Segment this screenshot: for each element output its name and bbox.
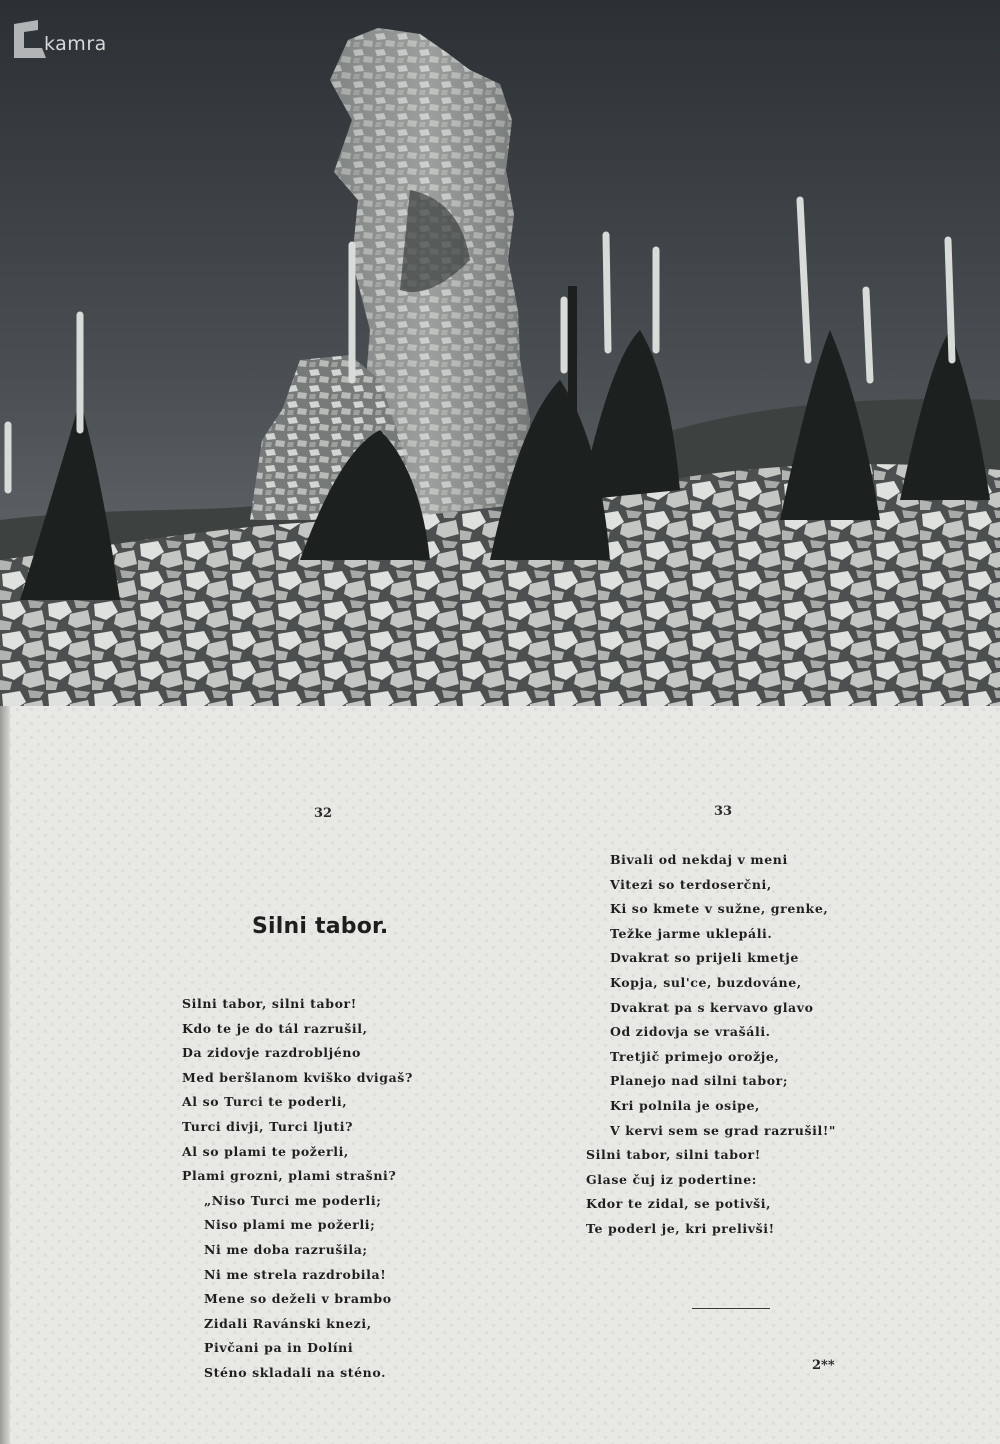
end-rule — [692, 1308, 770, 1309]
verse-line: Med beršlanom kviško dvigaš? — [182, 1069, 413, 1085]
verse-line: Dvakrat pa s kervavo glavo — [610, 999, 814, 1015]
verse-line: V kervi sem se grad razrušil!" — [610, 1122, 837, 1138]
verse-line: Vitezi so terdoserčni, — [610, 876, 772, 892]
castle-ruin-photo — [0, 0, 1000, 706]
left-page-verses — [182, 992, 413, 1386]
verse-line: Zidali Ravánski knezi, — [204, 1315, 372, 1331]
verse-line: Planejo nad silni tabor; — [610, 1073, 789, 1089]
verse-line: Glase čuj iz podertine: — [586, 1171, 757, 1187]
verse-line: Te poderl je, kri prelivši! — [586, 1220, 775, 1236]
ruin-photo-drawing — [0, 0, 1000, 706]
verse-line: Da zidovje razdrobljéno — [182, 1045, 361, 1061]
verse-line: Kdo te je do tál razrušil, — [182, 1020, 368, 1036]
verse-line: Silni tabor, silni tabor! — [182, 996, 357, 1011]
signature-mark: 2** — [812, 1358, 835, 1373]
poem-title: Silni tabor. — [252, 914, 389, 939]
verse-line: „Niso Turci me poderli; — [204, 1192, 382, 1208]
kamra-logo-icon — [12, 18, 50, 58]
right-page-number: 33 — [714, 804, 733, 819]
verse-line: Tretjič primejo orožje, — [610, 1048, 780, 1064]
verse-line: Silni tabor, silni tabor! — [586, 1147, 761, 1163]
verse-line: Od zidovja se vrašáli. — [610, 1024, 771, 1040]
verse-line: Težke jarme uklepáli. — [610, 925, 773, 941]
verse-line: Sténo skladali na sténo. — [204, 1364, 387, 1380]
right-page-verses — [586, 848, 836, 1242]
verse-line: Ni me strela razdrobila! — [204, 1266, 387, 1282]
verse-line: Turci divji, Turci ljuti? — [182, 1118, 354, 1134]
book-spread — [0, 706, 1000, 1444]
verse-line: Al so Turci te poderli, — [182, 1094, 348, 1110]
verse-line: Kri polnila je osipe, — [610, 1097, 761, 1113]
verse-line: Kopja, sul'ce, buzdováne, — [610, 974, 802, 990]
left-page-number: 32 — [314, 806, 333, 821]
kamra-logo — [12, 16, 107, 60]
kamra-logo-text: kamra — [44, 33, 107, 55]
verse-line: Mene so deželi v brambo — [204, 1291, 392, 1307]
verse-line: Ni me doba razrušila; — [204, 1241, 368, 1257]
verse-line: Al so plami te požerli, — [182, 1143, 349, 1159]
verse-line: Kdor te zidal, se potivši, — [586, 1196, 772, 1212]
verse-line: Plami grozni, plami strašni? — [182, 1168, 397, 1184]
verse-line: Niso plami me požerli; — [204, 1217, 376, 1233]
verse-line: Bivali od nekdaj v meni — [610, 852, 788, 867]
verse-line: Dvakrat so prijeli kmetje — [610, 950, 799, 966]
verse-line: Pivčani pa in Dolíni — [204, 1340, 354, 1356]
verse-line: Ki so kmete v sužne, grenke, — [610, 901, 829, 917]
book-binding-edge — [0, 706, 10, 1444]
